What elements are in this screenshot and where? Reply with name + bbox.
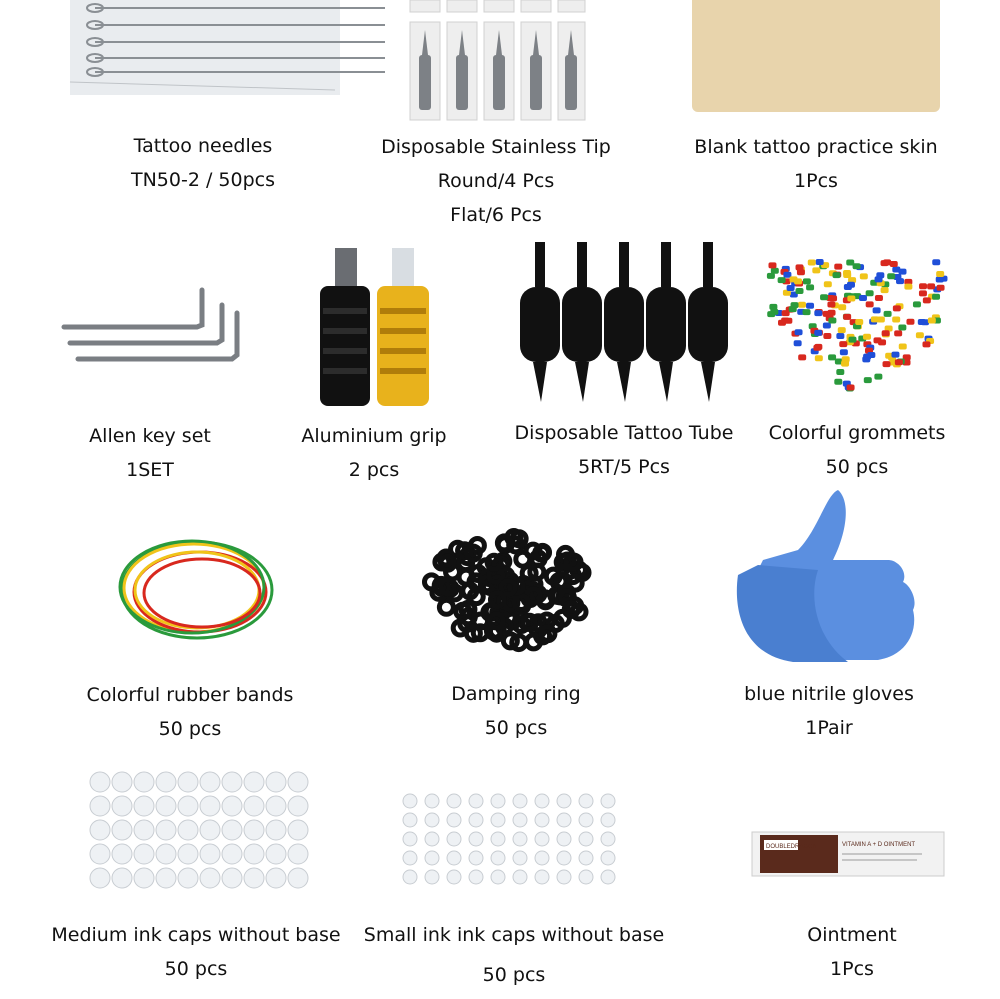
grommet-dot (798, 302, 806, 308)
medcaps-qty: 50 pcs (164, 958, 228, 980)
small-ink-cap (469, 813, 483, 827)
medium-ink-cap (112, 820, 132, 840)
needles-qty: TN50-2 / 50pcs (130, 169, 276, 191)
grommet-dot (874, 374, 882, 380)
smallcaps-qty: 50 pcs (482, 964, 546, 986)
medium-ink-cap (178, 772, 198, 792)
bands-qty: 50 pcs (158, 718, 222, 740)
grommet-dot (814, 330, 822, 336)
medium-ink-cap (178, 820, 198, 840)
grommet-dot (828, 318, 836, 324)
medium-ink-cap (134, 820, 154, 840)
grommet-dot (843, 314, 851, 320)
medium-ink-cap (244, 844, 264, 864)
small-ink-cap (513, 870, 527, 884)
damping-ring-dot (439, 600, 453, 614)
grommet-dot (866, 290, 874, 296)
small-ink-cap (535, 794, 549, 808)
grommet-dot (922, 341, 930, 347)
tip-flat-qty: Flat/6 Pcs (450, 204, 542, 226)
grommet-dot (894, 330, 902, 336)
medium-ink-cap (90, 796, 110, 816)
small-ink-cap (403, 851, 417, 865)
tube-qty: 5RT/5 Pcs (578, 456, 670, 478)
grommet-dot (898, 324, 906, 330)
medium-ink-cap (288, 868, 308, 888)
medium-ink-cap (156, 868, 176, 888)
medium-ink-cap (200, 820, 220, 840)
small-ink-cap (579, 870, 593, 884)
grommet-dot (864, 377, 872, 383)
grommet-dot (863, 334, 871, 340)
damping-qty: 50 pcs (484, 717, 548, 739)
small-ink-cap (403, 870, 417, 884)
skin-title: Blank tattoo practice skin (694, 136, 938, 158)
grommet-dot (794, 340, 802, 346)
grommet-dot (859, 295, 867, 301)
grommet-dot (853, 263, 861, 269)
small-ink-cap (601, 851, 615, 865)
small-ink-cap (579, 851, 593, 865)
tattoo-needles-image (65, 0, 340, 100)
grommet-dot (767, 273, 775, 279)
grommet-dot (816, 259, 824, 265)
tip-title: Disposable Stainless Tip (381, 136, 611, 158)
grommet-dot (823, 323, 831, 329)
grommet-dot (904, 284, 912, 290)
skin-qty: 1Pcs (794, 170, 838, 192)
medium-ink-cap (112, 868, 132, 888)
grommet-dot (913, 301, 921, 307)
grommet-dot (855, 319, 863, 325)
small-ink-cap (557, 832, 571, 846)
grommet-dot (882, 330, 890, 336)
grip-qty: 2 pcs (348, 459, 400, 481)
grommet-dot (891, 352, 899, 358)
medium-ink-cap (266, 868, 286, 888)
medium-ink-cap (244, 820, 264, 840)
grommet-dot (829, 295, 837, 301)
small-ink-cap (425, 813, 439, 827)
grommet-dot (812, 267, 820, 273)
medium-ink-cap (200, 772, 220, 792)
grommet-dot (836, 333, 844, 339)
grommet-dot (795, 329, 803, 335)
medium-ink-cap (178, 868, 198, 888)
small-ink-cap (447, 832, 461, 846)
damping-ring-dot (527, 635, 541, 649)
aluminium-grip-image (320, 248, 440, 408)
medium-ink-cap (244, 868, 264, 888)
medium-ink-caps-image (88, 772, 308, 892)
medium-ink-cap (244, 796, 264, 816)
small-ink-cap (425, 832, 439, 846)
small-ink-cap (579, 832, 593, 846)
small-ink-cap (513, 794, 527, 808)
small-ink-cap (535, 832, 549, 846)
caption-ointment (807, 918, 896, 986)
caption-tattoo-needles (131, 129, 275, 197)
grommet-dot (820, 294, 828, 300)
caption-damping-ring (451, 677, 580, 745)
small-ink-cap (601, 794, 615, 808)
medium-ink-cap (266, 772, 286, 792)
small-ink-cap (601, 832, 615, 846)
tattoo-tube-image (515, 242, 735, 407)
small-ink-cap (601, 870, 615, 884)
medium-ink-cap (266, 820, 286, 840)
grommet-dot (899, 344, 907, 350)
grommet-dot (803, 278, 811, 284)
rubber-bands-image (112, 530, 282, 650)
small-ink-cap (579, 813, 593, 827)
tube-title: Disposable Tattoo Tube (514, 422, 734, 444)
caption-allen-key (89, 419, 211, 487)
medium-ink-cap (156, 796, 176, 816)
small-ink-cap (447, 851, 461, 865)
small-ink-cap (535, 870, 549, 884)
grommet-dot (847, 295, 855, 301)
caption-medium-ink-caps (51, 918, 340, 986)
grommet-dot (927, 283, 935, 289)
grommet-dot (771, 268, 779, 274)
grommet-dot (814, 310, 822, 316)
medium-ink-cap (156, 772, 176, 792)
grommet-dot (884, 311, 892, 317)
medcaps-title: Medium ink caps without base (51, 924, 341, 946)
medium-ink-cap (90, 844, 110, 864)
grommet-dot (797, 269, 805, 275)
grommets-image (770, 262, 945, 407)
grommet-dot (877, 316, 885, 322)
grommet-dot (798, 354, 806, 360)
medium-ink-cap (112, 772, 132, 792)
needles-title: Tattoo needles (133, 135, 273, 157)
grommet-dot (906, 319, 914, 325)
damping-title: Damping ring (451, 683, 581, 705)
grommet-dot (932, 259, 940, 265)
grommet-dot (838, 327, 846, 333)
grommet-dot (839, 341, 847, 347)
small-ink-cap (425, 870, 439, 884)
ointment-qty: 1Pcs (830, 958, 874, 980)
medium-ink-cap (156, 844, 176, 864)
allen-keys-image (62, 285, 242, 365)
grommet-dot (875, 295, 883, 301)
grommet-dot (860, 273, 868, 279)
grommet-dot (883, 361, 891, 367)
grommet-dot (827, 301, 835, 307)
small-ink-cap (469, 851, 483, 865)
small-ink-cap (425, 851, 439, 865)
grommet-dot (873, 337, 881, 343)
small-ink-cap (469, 832, 483, 846)
small-ink-cap (557, 870, 571, 884)
grommet-dot (918, 319, 926, 325)
grommet-dot (881, 287, 889, 293)
medium-ink-cap (90, 772, 110, 792)
damping-ring-image (418, 528, 598, 658)
ointment-title: Ointment (807, 924, 897, 946)
grommet-dot (768, 262, 776, 268)
medium-ink-cap (200, 844, 220, 864)
grommet-dot (843, 270, 851, 276)
small-ink-cap (513, 832, 527, 846)
medium-ink-cap (222, 796, 242, 816)
small-ink-cap (601, 813, 615, 827)
grommet-dot (813, 345, 821, 351)
grommet-dot (887, 273, 895, 279)
grommet-dot (893, 305, 901, 311)
medium-ink-cap (156, 820, 176, 840)
small-ink-cap (425, 794, 439, 808)
gloves-title: blue nitrile gloves (744, 683, 914, 705)
small-ink-cap (491, 832, 505, 846)
stainless-tips-image (410, 0, 585, 125)
small-ink-cap (447, 794, 461, 808)
medium-ink-cap (266, 796, 286, 816)
small-ink-cap (557, 813, 571, 827)
caption-stainless-tip (381, 130, 611, 232)
small-ink-cap (557, 851, 571, 865)
gloves-qty: 1Pair (805, 717, 853, 739)
grommet-dot (791, 302, 799, 308)
grommet-dot (923, 297, 931, 303)
grommet-dot (778, 277, 786, 283)
medium-ink-cap (90, 820, 110, 840)
medium-ink-cap (134, 868, 154, 888)
practice-skin-image (692, 0, 942, 112)
medium-ink-cap (222, 868, 242, 888)
small-ink-cap (447, 813, 461, 827)
small-ink-cap (491, 870, 505, 884)
grommet-dot (936, 271, 944, 277)
medium-ink-cap (200, 796, 220, 816)
small-ink-cap (535, 851, 549, 865)
allen-qty: 1SET (126, 459, 174, 481)
grommets-title: Colorful grommets (768, 422, 946, 444)
grommet-dot (928, 318, 936, 324)
caption-practice-skin (694, 130, 937, 198)
caption-rubber-bands (87, 678, 294, 746)
grommet-dot (919, 290, 927, 296)
grommets-qty: 50 pcs (825, 456, 889, 478)
medium-ink-cap (178, 844, 198, 864)
grommet-dot (937, 285, 945, 291)
medium-ink-cap (134, 844, 154, 864)
damping-ring-dot (514, 596, 528, 610)
small-ink-cap (491, 794, 505, 808)
smallcaps-title: Small ink ink caps without base (363, 924, 665, 946)
small-ink-cap (403, 794, 417, 808)
small-ink-cap (403, 813, 417, 827)
medium-ink-cap (266, 844, 286, 864)
grommet-dot (916, 332, 924, 338)
grommet-dot (803, 309, 811, 315)
medium-ink-cap (222, 844, 242, 864)
medium-ink-cap (222, 820, 242, 840)
caption-nitrile-gloves (744, 677, 914, 745)
ointment-label-text: VITAMIN A + D OINTMENT (842, 842, 916, 848)
grommet-dot (875, 276, 883, 282)
medium-ink-cap (178, 796, 198, 816)
grommet-dot (828, 354, 836, 360)
grommet-dot (806, 284, 814, 290)
grommet-dot (823, 333, 831, 339)
grommet-dot (838, 304, 846, 310)
medium-ink-cap (288, 844, 308, 864)
grommet-dot (844, 284, 852, 290)
allen-title: Allen key set (89, 425, 211, 447)
grommet-dot (841, 361, 849, 367)
small-ink-cap (403, 832, 417, 846)
small-ink-cap (535, 813, 549, 827)
grommet-dot (867, 352, 875, 358)
caption-grommets (769, 416, 946, 484)
grommet-dot (898, 269, 906, 275)
small-ink-cap (491, 813, 505, 827)
small-ink-cap (513, 813, 527, 827)
grommet-dot (919, 283, 927, 289)
small-ink-cap (513, 851, 527, 865)
small-ink-cap (557, 794, 571, 808)
nitrile-gloves-image (738, 490, 923, 665)
caption-aluminium-grip (301, 419, 446, 487)
damping-ring-dot (424, 575, 438, 589)
ointment-image (752, 832, 944, 876)
grommet-dot (873, 307, 881, 313)
grip-title: Aluminium grip (301, 425, 447, 447)
small-ink-cap (491, 851, 505, 865)
ointment-brand-text: DOUBLEDRAGON (766, 844, 818, 850)
grommet-dot (834, 264, 842, 270)
caption-tattoo-tube (515, 416, 734, 484)
medium-ink-cap (112, 844, 132, 864)
grommet-dot (932, 294, 940, 300)
grommet-dot (778, 320, 786, 326)
small-ink-cap (469, 794, 483, 808)
grommet-dot (892, 317, 900, 323)
medium-ink-cap (288, 772, 308, 792)
medium-ink-cap (222, 772, 242, 792)
grommet-dot (794, 278, 802, 284)
bands-title: Colorful rubber bands (86, 684, 294, 706)
grommet-dot (840, 349, 848, 355)
grommet-dot (796, 288, 804, 294)
medium-ink-cap (112, 796, 132, 816)
grommet-dot (847, 385, 855, 391)
caption-small-ink-caps (364, 918, 664, 992)
medium-ink-cap (200, 868, 220, 888)
medium-ink-cap (134, 772, 154, 792)
grommet-dot (808, 260, 816, 266)
damping-ring-dot (497, 536, 511, 550)
grommet-dot (806, 303, 814, 309)
tip-round-qty: Round/4 Pcs (437, 170, 555, 192)
medium-ink-cap (244, 772, 264, 792)
grommet-dot (815, 355, 823, 361)
grommet-dot (834, 379, 842, 385)
small-ink-cap (579, 794, 593, 808)
grommet-dot (836, 369, 844, 375)
small-ink-cap (447, 870, 461, 884)
medium-ink-cap (134, 796, 154, 816)
medium-ink-cap (288, 796, 308, 816)
grommet-dot (848, 337, 856, 343)
grommet-dot (866, 301, 874, 307)
medium-ink-cap (288, 820, 308, 840)
small-ink-cap (469, 870, 483, 884)
grommet-dot (883, 259, 891, 265)
small-ink-caps-image (400, 793, 620, 888)
grommet-dot (770, 309, 778, 315)
grommet-dot (787, 285, 795, 291)
grommet-dot (895, 359, 903, 365)
medium-ink-cap (90, 868, 110, 888)
grommet-dot (824, 281, 832, 287)
grommet-dot (833, 272, 841, 278)
